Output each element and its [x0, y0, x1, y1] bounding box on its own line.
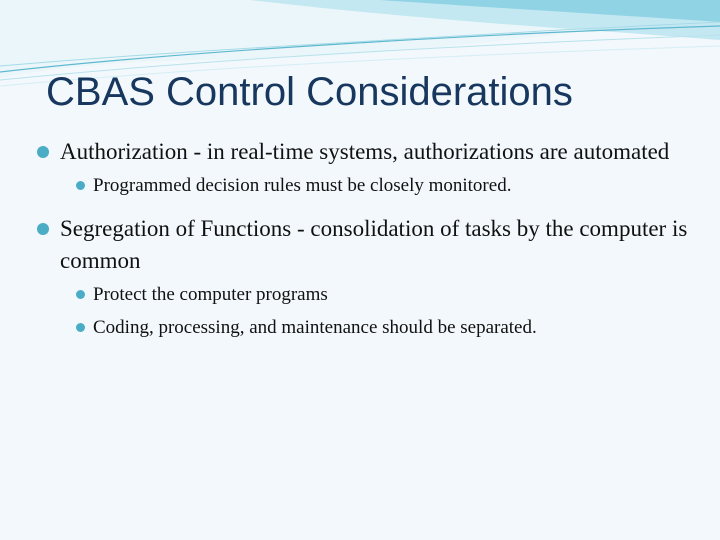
bullet-icon — [76, 181, 85, 190]
bullet-segregation — [36, 213, 696, 277]
sub-bullet-text: Programmed decision rules must be closely monitored. — [93, 175, 512, 196]
sub-bullet-protect-programs — [76, 281, 696, 309]
bullet-icon — [37, 146, 49, 158]
bullet-icon — [76, 290, 85, 299]
sub-bullet-coding-processing — [76, 314, 696, 342]
sub-bullet-decision-rules — [76, 172, 696, 200]
bullet-text: Segregation of Functions - consolidation of tasks by the computer is common — [60, 216, 688, 273]
bullet-icon — [76, 323, 85, 332]
slide-title: CBAS Control Considerations — [46, 70, 573, 114]
slide-content — [36, 136, 696, 347]
bullet-authorization — [36, 136, 696, 168]
sub-bullet-text: Coding, processing, and maintenance should be separated. — [93, 317, 537, 338]
bullet-text: Authorization - in real-time systems, authorizations are automated — [60, 139, 670, 164]
bullet-icon — [37, 223, 49, 235]
sub-bullet-text: Protect the computer programs — [93, 284, 328, 305]
